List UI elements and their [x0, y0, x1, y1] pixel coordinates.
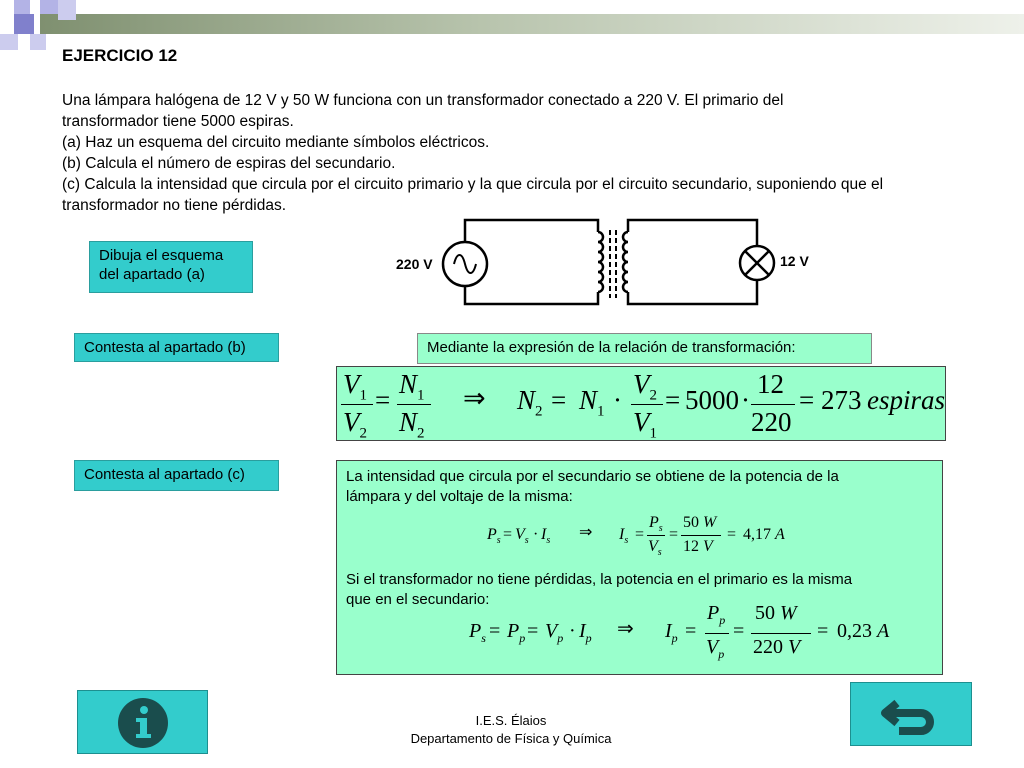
primary-voltage-label: 220 V [396, 256, 433, 272]
fraction-bar [341, 404, 373, 405]
equals-sign: = [665, 385, 681, 415]
eq1-num-unit: W [703, 514, 717, 531]
answer-c-text-line: que en el secundario: [346, 591, 490, 608]
header-bar [40, 14, 1024, 34]
statement-line: transformador tiene 5000 espiras. [62, 113, 294, 130]
equals-sign: = [503, 526, 513, 543]
header-square [0, 34, 18, 50]
problem-statement [62, 90, 982, 216]
answer-b-intro: Mediante la expresión de la relación de transformación: [427, 339, 796, 356]
answer-c-text-line: lámpara y del voltaje de la misma: [346, 488, 573, 505]
math-symbol: $V_s$ [515, 526, 529, 547]
equals-sign: = [817, 620, 829, 642]
box-apartado-b[interactable] [74, 333, 279, 362]
eq2-num-unit: W [780, 602, 797, 624]
footer-school: I.E.S. Élaios [475, 713, 547, 728]
dot-operator: · [533, 526, 539, 543]
fraction-bar [681, 535, 721, 536]
math-symbol: $I_s$ [619, 526, 629, 547]
math-symbol: $I_p$ [579, 620, 592, 645]
math-symbol: $V_p$ [545, 620, 564, 645]
dot-operator: · [741, 385, 750, 415]
equals-sign: = [635, 526, 645, 543]
fraction-bar [631, 404, 663, 405]
eq1-den-value: 12 [683, 538, 699, 555]
equals-sign: = [727, 526, 737, 543]
exercise-title: EJERCICIO 12 [62, 46, 178, 65]
math-symbol: $N_2$ [399, 407, 425, 442]
math-symbol: $I_s$ [541, 526, 551, 547]
box-b-label: Contesta al apartado (b) [84, 339, 246, 356]
header-square [14, 0, 30, 14]
eq2-numerator [755, 603, 797, 623]
math-symbol: $I_p$ [665, 620, 678, 645]
equals-sign: = [669, 526, 679, 543]
dot-operator: · [613, 385, 622, 415]
secondary-voltage-label: 12 V [780, 253, 809, 269]
statement-line: Una lámpara halógena de 12 V y 50 W funciona con un transformador conectado a 220 V. El primario del [62, 92, 784, 109]
math-symbol: $N_1$ [399, 369, 425, 404]
circuit-diagram [380, 210, 840, 310]
math-symbol: $N_1$ [579, 385, 605, 420]
eq1-result [743, 525, 785, 545]
eq2-result [837, 621, 889, 641]
eq2-result-unit: A [877, 620, 890, 642]
v1-value: 220 [751, 407, 792, 437]
eq1-den-unit: V [703, 538, 713, 555]
back-button[interactable] [850, 682, 972, 746]
equals-sign: = [685, 620, 697, 642]
math-symbol: $V_s$ [648, 538, 662, 559]
eq1-num-value: 50 [683, 514, 699, 531]
n2-result: 273 [821, 385, 862, 415]
equals-sign: = [375, 385, 391, 415]
info-button[interactable] [77, 690, 208, 754]
statement-line: (a) Haz un esquema del circuito mediante símbolos eléctricos. [62, 134, 490, 151]
footer [380, 712, 642, 748]
dot-operator: · [569, 620, 576, 642]
answer-c-text-line: La intensidad que circula por el secundario se obtiene de la potencia de la [346, 468, 839, 485]
footer-department: Departamento de Física y Química [410, 731, 612, 746]
header-square [30, 34, 46, 50]
info-icon [78, 691, 209, 755]
math-symbol: $N_2$ [517, 385, 543, 420]
v2-value: 12 [757, 369, 784, 399]
math-symbol: $P_p$ [507, 620, 526, 645]
eq2-num-value: 50 [755, 602, 775, 624]
box-apartado-c[interactable] [74, 460, 279, 491]
box-c-label: Contesta al apartado (c) [84, 466, 245, 483]
math-symbol: $V_1$ [343, 369, 367, 404]
return-arrow-icon [851, 683, 973, 747]
fraction-bar [751, 633, 811, 634]
math-symbol: $V_2$ [633, 369, 657, 404]
fraction-bar [647, 535, 665, 536]
answer-b-intro-box [417, 333, 872, 364]
math-symbol: $V_2$ [343, 407, 367, 442]
eq2-result-value: 0,23 [837, 620, 872, 642]
implies-symbol: ⇒ [579, 524, 593, 541]
fraction-bar [705, 633, 729, 634]
box-a-line: Dibuja el esquema [99, 247, 224, 264]
statement-line: (b) Calcula el número de espiras del secundario. [62, 155, 396, 172]
box-a-line: del apartado (a) [99, 266, 205, 283]
eq2-den-value: 220 [753, 636, 783, 658]
implies-symbol: ⇒ [617, 618, 634, 640]
eq2-den-unit: V [788, 636, 801, 658]
math-symbol: $V_p$ [706, 636, 725, 661]
math-symbol: $V_1$ [633, 407, 657, 442]
header-square [40, 0, 58, 14]
power-equation-secondary [487, 513, 797, 561]
math-symbol: $P_s$ [469, 620, 486, 645]
fraction-bar [751, 404, 795, 405]
equals-sign: = [799, 385, 815, 415]
equals-sign: = [489, 620, 501, 642]
answer-b-equation [336, 366, 946, 441]
answer-c-text-line: Si el transformador no tiene pérdidas, la potencia en el primario es la misma [346, 571, 853, 588]
equals-sign: = [733, 620, 745, 642]
math-symbol: $P_s$ [649, 514, 663, 535]
header-square [14, 14, 34, 34]
equals-sign: = [527, 620, 539, 642]
box-apartado-a[interactable] [89, 241, 253, 293]
statement-line: transformador no tiene pérdidas. [62, 197, 287, 214]
eq1-numerator [683, 513, 716, 533]
eq2-denominator [753, 637, 800, 657]
answer-c-text1 [346, 467, 839, 507]
eq1-result-value: 4,17 [743, 526, 771, 543]
n1-value: 5000 [685, 385, 739, 415]
math-symbol: $P_s$ [487, 526, 501, 547]
fraction-bar [397, 404, 431, 405]
implies-symbol: ⇒ [463, 383, 486, 413]
answer-c-box [336, 460, 943, 675]
header-square [58, 0, 76, 20]
equals-sign: = [551, 385, 567, 415]
statement-line: (c) Calcula la intensidad que circula por el circuito primario y la que circula por el circuito secundario, suponiendo que el [62, 176, 884, 193]
math-symbol: $P_p$ [707, 602, 726, 627]
eq1-result-unit: A [775, 526, 785, 543]
eq1-denominator [683, 537, 713, 557]
power-equation-primary [469, 603, 889, 665]
result-unit: espiras [867, 385, 946, 415]
